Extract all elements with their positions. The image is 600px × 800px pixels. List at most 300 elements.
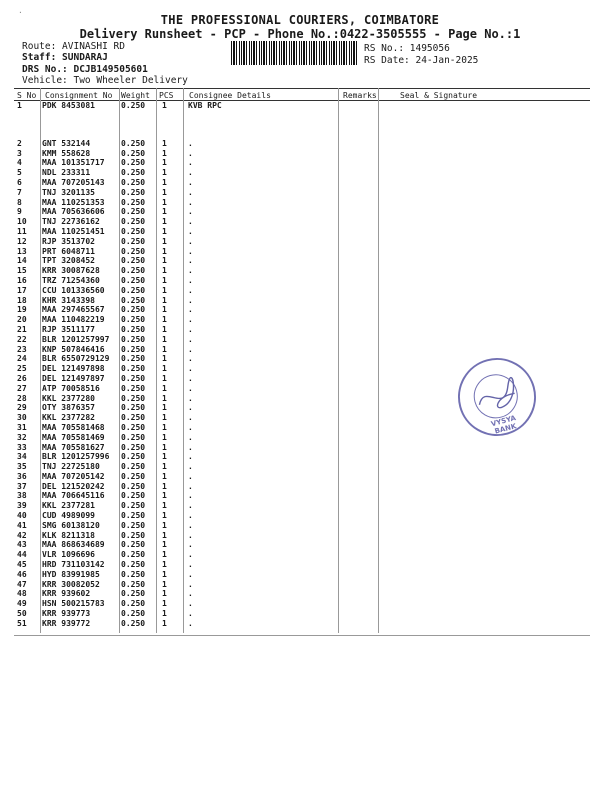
row-weight: 0.250 bbox=[121, 177, 146, 187]
row-pcs: 1 bbox=[162, 138, 167, 148]
row-sno: 18 bbox=[17, 295, 27, 305]
row-sno: 28 bbox=[17, 393, 27, 403]
row-weight: 0.250 bbox=[121, 393, 146, 403]
row-sno: 36 bbox=[17, 471, 27, 481]
row-consignment-no: VLR 1096696 bbox=[42, 550, 95, 560]
row-sno: 3 bbox=[17, 148, 22, 158]
table-row bbox=[0, 168, 600, 178]
row-consignee: . bbox=[188, 618, 193, 628]
row-consignment-no: TNJ 22736162 bbox=[42, 217, 100, 227]
row-consignee: . bbox=[188, 383, 193, 393]
table-row bbox=[0, 149, 600, 159]
row-pcs: 1 bbox=[162, 344, 167, 354]
table-row bbox=[0, 560, 600, 570]
row-consignment-no: BLR 1201257997 bbox=[42, 334, 110, 344]
row-weight: 0.250 bbox=[121, 226, 146, 236]
row-consignee: . bbox=[188, 452, 193, 462]
row-consignment-no: RJP 3511177 bbox=[42, 324, 95, 334]
row-weight: 0.250 bbox=[121, 530, 146, 540]
row-consignment-no: TNJ 22725180 bbox=[42, 462, 100, 472]
row-pcs: 1 bbox=[162, 481, 167, 491]
row-pcs: 1 bbox=[162, 589, 167, 599]
row-consignee: . bbox=[188, 217, 193, 227]
row-sno: 42 bbox=[17, 530, 27, 540]
row-sno: 31 bbox=[17, 422, 27, 432]
row-consignee: . bbox=[188, 491, 193, 501]
row-consignee: . bbox=[188, 177, 193, 187]
row-pcs: 1 bbox=[162, 236, 167, 246]
row-consignee: . bbox=[188, 246, 193, 256]
row-consignment-no: KLK 8211318 bbox=[42, 530, 95, 540]
row-weight: 0.250 bbox=[121, 285, 146, 295]
row-weight: 0.250 bbox=[121, 305, 146, 315]
row-consignee: . bbox=[188, 511, 193, 521]
row-consignment-no: MAA 705581468 bbox=[42, 422, 105, 432]
table-row bbox=[0, 266, 600, 276]
row-sno: 43 bbox=[17, 540, 27, 550]
row-consignment-no: MAA 110482219 bbox=[42, 315, 105, 325]
row-consignment-no: ATP 70058516 bbox=[42, 383, 100, 393]
row-consignment-no: CUD 4989099 bbox=[42, 511, 95, 521]
header-consignee: Consignee Details bbox=[189, 91, 271, 100]
row-consignment-no: BLR 1201257996 bbox=[42, 452, 110, 462]
table-row bbox=[0, 550, 600, 560]
row-pcs: 1 bbox=[162, 275, 167, 285]
row-weight: 0.250 bbox=[121, 432, 146, 442]
row-sno: 40 bbox=[17, 511, 27, 521]
row-sno: 12 bbox=[17, 236, 27, 246]
row-pcs: 1 bbox=[162, 609, 167, 619]
row-consignee: KVB RPC bbox=[188, 101, 222, 110]
row-sno: 35 bbox=[17, 462, 27, 472]
row-weight: 0.250 bbox=[121, 158, 146, 168]
row-pcs: 1 bbox=[162, 256, 167, 266]
row-sno: 23 bbox=[17, 344, 27, 354]
row-sno: 20 bbox=[17, 315, 27, 325]
row-pcs: 1 bbox=[162, 207, 167, 217]
row-sno: 45 bbox=[17, 560, 27, 570]
row-consignee: . bbox=[188, 275, 193, 285]
table-row bbox=[0, 531, 600, 541]
table-row bbox=[0, 256, 600, 266]
row-pcs: 1 bbox=[162, 246, 167, 256]
row-consignment-no: MAA 868634689 bbox=[42, 540, 105, 550]
row-consignee: . bbox=[188, 207, 193, 217]
row-consignment-no: KRR 939602 bbox=[42, 589, 91, 599]
corner-mark: · bbox=[18, 8, 23, 17]
row-pcs: 1 bbox=[162, 471, 167, 481]
header-pcs: PCS bbox=[159, 91, 174, 100]
row-consignee: . bbox=[188, 285, 193, 295]
row-weight: 0.250 bbox=[121, 579, 146, 589]
row-consignee: . bbox=[188, 373, 193, 383]
row-weight: 0.250 bbox=[121, 256, 146, 266]
table-row bbox=[0, 511, 600, 521]
row-pcs: 1 bbox=[162, 305, 167, 315]
company-name: THE PROFESSIONAL COURIERS, COIMBATORE bbox=[160, 13, 440, 27]
row-pcs: 1 bbox=[162, 550, 167, 560]
row-consignee: . bbox=[188, 413, 193, 423]
row-consignment-no: MAA 110251353 bbox=[42, 197, 105, 207]
row-consignee: . bbox=[188, 609, 193, 619]
row-weight: 0.250 bbox=[121, 138, 146, 148]
vehicle: Vehicle: Two Wheeler Delivery bbox=[22, 75, 188, 86]
row-weight: 0.250 bbox=[121, 275, 146, 285]
row-weight: 0.250 bbox=[121, 101, 146, 110]
row-consignee: . bbox=[188, 315, 193, 325]
row-weight: 0.250 bbox=[121, 403, 146, 413]
table-row bbox=[0, 188, 600, 198]
row-weight: 0.250 bbox=[121, 246, 146, 256]
row-pcs: 1 bbox=[162, 315, 167, 325]
row-consignment-no: HYD 83991985 bbox=[42, 569, 100, 579]
row-consignee: . bbox=[188, 462, 193, 472]
row-sno: 4 bbox=[17, 158, 22, 168]
row-weight: 0.250 bbox=[121, 315, 146, 325]
table-row bbox=[0, 207, 600, 217]
table-row bbox=[0, 158, 600, 168]
row-pcs: 1 bbox=[162, 354, 167, 364]
row-pcs: 1 bbox=[162, 295, 167, 305]
row-weight: 0.250 bbox=[121, 217, 146, 227]
row-consignment-no: KKL 2377280 bbox=[42, 393, 95, 403]
row-sno: 10 bbox=[17, 217, 27, 227]
row-consignment-no: MAA 101351717 bbox=[42, 158, 105, 168]
row-sno: 32 bbox=[17, 432, 27, 442]
row-pcs: 1 bbox=[162, 511, 167, 521]
table-row bbox=[0, 443, 600, 453]
row-pcs: 1 bbox=[162, 373, 167, 383]
row-consignment-no: PDK 8453081 bbox=[42, 101, 95, 110]
table-row bbox=[0, 217, 600, 227]
row-sno: 24 bbox=[17, 354, 27, 364]
row-sno: 13 bbox=[17, 246, 27, 256]
row-consignment-no: KMM 558628 bbox=[42, 148, 91, 158]
row-consignee: . bbox=[188, 550, 193, 560]
table-row bbox=[0, 325, 600, 335]
row-pcs: 1 bbox=[162, 432, 167, 442]
row-consignment-no: MAA 297465567 bbox=[42, 305, 105, 315]
row-consignee: . bbox=[188, 197, 193, 207]
row-consignment-no: MAA 705581469 bbox=[42, 432, 105, 442]
table-row bbox=[0, 101, 600, 111]
row-consignee: . bbox=[188, 295, 193, 305]
row-pcs: 1 bbox=[162, 177, 167, 187]
row-weight: 0.250 bbox=[121, 373, 146, 383]
row-sno: 6 bbox=[17, 177, 22, 187]
row-consignee: . bbox=[188, 138, 193, 148]
row-consignee: . bbox=[188, 599, 193, 609]
row-consignment-no: OTY 3876357 bbox=[42, 403, 95, 413]
table-row bbox=[0, 286, 600, 296]
row-sno: 22 bbox=[17, 334, 27, 344]
row-pcs: 1 bbox=[162, 422, 167, 432]
row-pcs: 1 bbox=[162, 501, 167, 511]
row-consignment-no: RJP 3513702 bbox=[42, 236, 95, 246]
row-consignment-no: HRD 731103142 bbox=[42, 560, 105, 570]
row-sno: 2 bbox=[17, 138, 22, 148]
row-pcs: 1 bbox=[162, 324, 167, 334]
row-weight: 0.250 bbox=[121, 599, 146, 609]
row-consignment-no: GNT 532144 bbox=[42, 138, 91, 148]
table-row bbox=[0, 619, 600, 629]
table-row bbox=[0, 345, 600, 355]
row-weight: 0.250 bbox=[121, 324, 146, 334]
staff: Staff: SUNDARAJ bbox=[22, 52, 108, 63]
row-consignment-no: KHR 3143398 bbox=[42, 295, 95, 305]
row-sno: 37 bbox=[17, 481, 27, 491]
row-pcs: 1 bbox=[162, 452, 167, 462]
row-pcs: 1 bbox=[162, 364, 167, 374]
table-bottom-rule bbox=[14, 635, 590, 636]
row-weight: 0.250 bbox=[121, 481, 146, 491]
row-weight: 0.250 bbox=[121, 550, 146, 560]
row-sno: 5 bbox=[17, 168, 22, 178]
row-weight: 0.250 bbox=[121, 148, 146, 158]
header-remarks: Remarks bbox=[343, 91, 377, 100]
route: Route: AVINASHI RD bbox=[22, 41, 125, 52]
row-weight: 0.250 bbox=[121, 207, 146, 217]
table-row bbox=[0, 462, 600, 472]
row-consignee: . bbox=[188, 168, 193, 178]
row-consignment-no: KKL 2377282 bbox=[42, 413, 95, 423]
row-pcs: 1 bbox=[162, 217, 167, 227]
row-consignment-no: TNJ 3201135 bbox=[42, 187, 95, 197]
table-row bbox=[0, 609, 600, 619]
row-weight: 0.250 bbox=[121, 589, 146, 599]
row-consignee: . bbox=[188, 334, 193, 344]
row-consignee: . bbox=[188, 432, 193, 442]
row-pcs: 1 bbox=[162, 187, 167, 197]
row-consignee: . bbox=[188, 354, 193, 364]
row-pcs: 1 bbox=[162, 413, 167, 423]
row-sno: 25 bbox=[17, 364, 27, 374]
row-weight: 0.250 bbox=[121, 187, 146, 197]
rs-number: RS No.: 1495056 bbox=[364, 43, 450, 54]
row-pcs: 1 bbox=[162, 226, 167, 236]
table-row bbox=[0, 227, 600, 237]
drs-number: DRS No.: DCJB149505601 bbox=[22, 64, 148, 75]
row-weight: 0.250 bbox=[121, 442, 146, 452]
row-pcs: 1 bbox=[162, 579, 167, 589]
table-row bbox=[0, 335, 600, 345]
table-row bbox=[0, 599, 600, 609]
row-consignment-no: KRR 30087628 bbox=[42, 266, 100, 276]
row-weight: 0.250 bbox=[121, 471, 146, 481]
table-row bbox=[0, 540, 600, 550]
table-row bbox=[0, 452, 600, 462]
row-weight: 0.250 bbox=[121, 618, 146, 628]
table-row bbox=[0, 491, 600, 501]
row-weight: 0.250 bbox=[121, 491, 146, 501]
row-sno: 33 bbox=[17, 442, 27, 452]
row-pcs: 1 bbox=[162, 491, 167, 501]
row-weight: 0.250 bbox=[121, 422, 146, 432]
row-consignment-no: DEL 121497898 bbox=[42, 364, 105, 374]
row-consignment-no: PRT 6048711 bbox=[42, 246, 95, 256]
row-consignment-no: MAA 705581627 bbox=[42, 442, 105, 452]
row-consignee: . bbox=[188, 589, 193, 599]
row-consignee: . bbox=[188, 501, 193, 511]
row-sno: 15 bbox=[17, 266, 27, 276]
row-consignee: . bbox=[188, 148, 193, 158]
row-sno: 39 bbox=[17, 501, 27, 511]
row-pcs: 1 bbox=[162, 560, 167, 570]
row-pcs: 1 bbox=[162, 462, 167, 472]
row-consignment-no: KRR 30082052 bbox=[42, 579, 100, 589]
row-consignment-no: TPT 3208452 bbox=[42, 256, 95, 266]
row-consignment-no: MAA 705636606 bbox=[42, 207, 105, 217]
row-consignment-no: KKL 2377281 bbox=[42, 501, 95, 511]
row-pcs: 1 bbox=[162, 393, 167, 403]
row-sno: 49 bbox=[17, 599, 27, 609]
row-consignee: . bbox=[188, 187, 193, 197]
row-consignee: . bbox=[188, 540, 193, 550]
row-weight: 0.250 bbox=[121, 295, 146, 305]
header-sno: S No bbox=[17, 91, 37, 100]
header-weight: Weight bbox=[121, 91, 150, 100]
row-consignee: . bbox=[188, 520, 193, 530]
row-weight: 0.250 bbox=[121, 560, 146, 570]
row-consignment-no: TRZ 71254360 bbox=[42, 275, 100, 285]
table-row bbox=[0, 521, 600, 531]
row-weight: 0.250 bbox=[121, 344, 146, 354]
row-pcs: 1 bbox=[162, 334, 167, 344]
table-row bbox=[0, 501, 600, 511]
row-sno: 30 bbox=[17, 413, 27, 423]
row-sno: 17 bbox=[17, 285, 27, 295]
table-row bbox=[0, 296, 600, 306]
row-sno: 38 bbox=[17, 491, 27, 501]
row-consignment-no: BLR 6550729129 bbox=[42, 354, 110, 364]
row-sno: 14 bbox=[17, 256, 27, 266]
table-row bbox=[0, 472, 600, 482]
row-sno: 9 bbox=[17, 207, 22, 217]
row-sno: 34 bbox=[17, 452, 27, 462]
row-consignee: . bbox=[188, 560, 193, 570]
row-weight: 0.250 bbox=[121, 364, 146, 374]
row-pcs: 1 bbox=[162, 383, 167, 393]
row-consignment-no: NDL 233311 bbox=[42, 168, 91, 178]
row-consignee: . bbox=[188, 442, 193, 452]
row-pcs: 1 bbox=[162, 442, 167, 452]
row-pcs: 1 bbox=[162, 285, 167, 295]
row-sno: 16 bbox=[17, 275, 27, 285]
row-weight: 0.250 bbox=[121, 609, 146, 619]
table-row bbox=[0, 570, 600, 580]
row-pcs: 1 bbox=[162, 197, 167, 207]
row-pcs: 1 bbox=[162, 599, 167, 609]
row-sno: 50 bbox=[17, 609, 27, 619]
row-pcs: 1 bbox=[162, 158, 167, 168]
row-pcs: 1 bbox=[162, 618, 167, 628]
row-consignment-no: KRR 939773 bbox=[42, 609, 91, 619]
row-sno: 51 bbox=[17, 618, 27, 628]
row-sno: 44 bbox=[17, 550, 27, 560]
row-pcs: 1 bbox=[162, 168, 167, 178]
row-weight: 0.250 bbox=[121, 462, 146, 472]
table-row bbox=[0, 433, 600, 443]
row-consignee: . bbox=[188, 236, 193, 246]
row-pcs: 1 bbox=[162, 520, 167, 530]
row-consignment-no: CCU 101336560 bbox=[42, 285, 105, 295]
table-row bbox=[0, 276, 600, 286]
table-row bbox=[0, 589, 600, 599]
row-sno: 11 bbox=[17, 226, 27, 236]
row-pcs: 1 bbox=[162, 403, 167, 413]
row-sno: 48 bbox=[17, 589, 27, 599]
row-consignee: . bbox=[188, 403, 193, 413]
row-consignment-no: KRR 939772 bbox=[42, 618, 91, 628]
table-row bbox=[0, 305, 600, 315]
rs-date: RS Date: 24-Jan-2025 bbox=[364, 55, 479, 66]
row-consignment-no: DEL 121520242 bbox=[42, 481, 105, 491]
table-row bbox=[0, 198, 600, 208]
row-sno: 21 bbox=[17, 324, 27, 334]
row-consignee: . bbox=[188, 344, 193, 354]
row-consignee: . bbox=[188, 481, 193, 491]
row-consignee: . bbox=[188, 364, 193, 374]
row-consignment-no: MAA 110251451 bbox=[42, 226, 105, 236]
row-sno: 19 bbox=[17, 305, 27, 315]
table-row bbox=[0, 178, 600, 188]
row-weight: 0.250 bbox=[121, 511, 146, 521]
row-weight: 0.250 bbox=[121, 383, 146, 393]
row-weight: 0.250 bbox=[121, 168, 146, 178]
row-pcs: 1 bbox=[162, 569, 167, 579]
row-weight: 0.250 bbox=[121, 197, 146, 207]
row-consignee: . bbox=[188, 324, 193, 334]
row-consignee: . bbox=[188, 471, 193, 481]
table-row bbox=[0, 580, 600, 590]
table-row bbox=[0, 315, 600, 325]
row-consignment-no: HSN 500215783 bbox=[42, 599, 105, 609]
row-consignee: . bbox=[188, 158, 193, 168]
row-weight: 0.250 bbox=[121, 452, 146, 462]
row-pcs: 1 bbox=[162, 540, 167, 550]
header-seal: Seal & Signature bbox=[400, 91, 478, 100]
row-sno: 27 bbox=[17, 383, 27, 393]
runsheet-title: Delivery Runsheet - PCP - Phone No.:0422-3505555 - Page No.:1 bbox=[79, 27, 521, 41]
row-weight: 0.250 bbox=[121, 236, 146, 246]
row-consignee: . bbox=[188, 256, 193, 266]
table-row bbox=[0, 482, 600, 492]
row-consignment-no: KNP 507846416 bbox=[42, 344, 105, 354]
row-sno: 26 bbox=[17, 373, 27, 383]
row-sno: 41 bbox=[17, 520, 27, 530]
row-consignee: . bbox=[188, 226, 193, 236]
row-weight: 0.250 bbox=[121, 520, 146, 530]
row-weight: 0.250 bbox=[121, 354, 146, 364]
row-sno: 46 bbox=[17, 569, 27, 579]
row-weight: 0.250 bbox=[121, 569, 146, 579]
table-row bbox=[0, 139, 600, 149]
row-weight: 0.250 bbox=[121, 266, 146, 276]
row-sno: 1 bbox=[17, 101, 22, 110]
row-weight: 0.250 bbox=[121, 501, 146, 511]
row-consignment-no: MAA 707205142 bbox=[42, 471, 105, 481]
row-consignment-no: DEL 121497897 bbox=[42, 373, 105, 383]
row-pcs: 1 bbox=[162, 266, 167, 276]
table-row bbox=[0, 247, 600, 257]
row-consignee: . bbox=[188, 305, 193, 315]
row-weight: 0.250 bbox=[121, 413, 146, 423]
table-row bbox=[0, 237, 600, 247]
row-consignment-no: MAA 707205143 bbox=[42, 177, 105, 187]
row-sno: 7 bbox=[17, 187, 22, 197]
header-consignment: Consignment No bbox=[45, 91, 113, 100]
row-sno: 8 bbox=[17, 197, 22, 207]
